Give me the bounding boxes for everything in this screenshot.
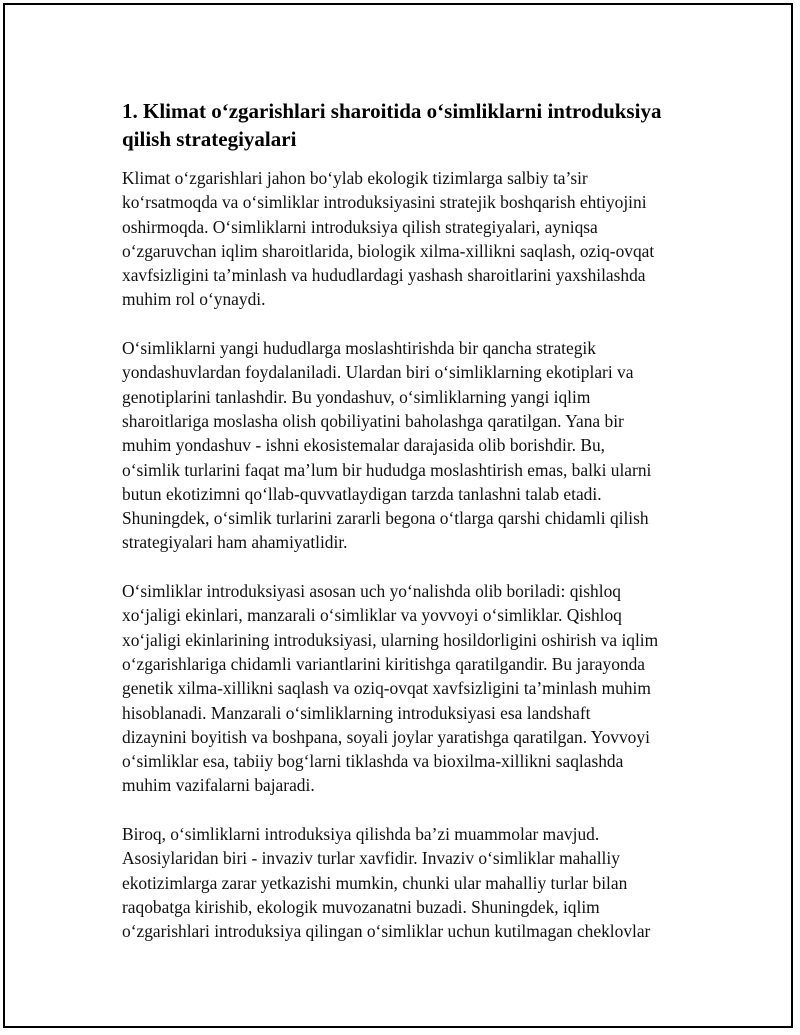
page-frame (3, 3, 793, 1028)
text-line: strategiyalari ham ahamiyatlidir. (122, 532, 348, 553)
text-line: Shuningdek, o‘simlik turlarini zararli begona o‘tlarga qarshi chidamli qilish (122, 508, 649, 529)
text-line: muhim vazifalarni bajaradi. (122, 775, 315, 796)
text-line: Klimat o‘zgarishlari jahon bo‘ylab ekologik tizimlarga salbiy ta’sir (122, 168, 588, 188)
text-line: o‘zgarishlari introduksiya qilingan o‘simliklar uchun kutilmagan cheklovlar (122, 921, 651, 942)
text-line: ekotizimlarga zarar yetkazishi mumkin, chunki ular mahalliy turlar bilan (122, 872, 628, 893)
text-line: genetik xilma-xillikni saqlash va oziq-ovqat xavfsizligini ta’minlash muhim (122, 678, 651, 699)
text-line: xavfsizligini ta’minlash va hududlardagi yashash sharoitlarini yaxshilashda (122, 265, 646, 286)
text-line: xo‘jaligi ekinlarining introduksiyasi, ularning hosildorligini oshirish va iqlim (122, 629, 659, 650)
text-line: o‘simliklar esa, tabiiy bog‘larni tiklashda va bioxilma-xillikni saqlashda (122, 751, 624, 772)
paragraph-strategies (122, 336, 692, 555)
text-line: genotiplarini tanlashdir. Bu yondashuv, o‘simliklarning yangi iqlim (122, 386, 591, 407)
paragraph-directions (122, 579, 692, 798)
text-line: oshirmoqda. O‘simliklarni introduksiya qilish strategiyalari, ayniqsa (122, 216, 598, 237)
document-title (122, 97, 692, 153)
text-line: muhim yondashuv - ishni ekosistemalar darajasida olib borishdir. Bu, (122, 435, 606, 456)
text-line: dizaynini boyitish va boshpana, soyali joylar yaratishga qaratilgan. Yovvoyi (122, 726, 650, 747)
text-line: xo‘jaligi ekinlari, manzarali o‘simliklar va yovvoyi o‘simliklar. Qishloq (122, 605, 622, 626)
text-line: o‘zgaruvchan iqlim sharoitlarida, biologik xilma-xillikni saqlash, oziq-ovqat (122, 240, 655, 261)
title-line: qilish strategiyalari (122, 127, 297, 151)
text-line: sharoitlariga moslasha olish qobiliyatini baholashga qaratilgan. Yana bir (122, 410, 624, 431)
document-body (122, 97, 692, 968)
text-line: yondashuvlardan foydalaniladi. Ulardan biri o‘simliklarning ekotiplari va (122, 362, 634, 383)
text-line: raqobatga kirishib, ekologik muvozanatni buzadi. Shuningdek, iqlim (122, 896, 600, 917)
text-line: O‘simliklarni yangi hududlarga moslashtirishda bir qancha strategik (122, 338, 596, 359)
text-line: o‘simlik turlarini faqat ma’lum bir hududga moslashtirish emas, balki ularni (122, 459, 652, 480)
text-line: Biroq, o‘simliklarni introduksiya qilishda ba’zi muammolar mavjud. (122, 824, 600, 845)
text-line: hisoblanadi. Manzarali o‘simliklarning introduksiyasi esa landshaft (122, 702, 591, 723)
text-line: o‘zgarishlariga chidamli variantlarini kiritishga qaratilgandir. Bu jarayonda (122, 653, 645, 674)
paragraph-intro (122, 166, 692, 312)
text-line: butun ekotizimni qo‘llab-quvvatlaydigan tarzda tanlashni talab etadi. (122, 483, 602, 504)
paragraph-problems (122, 822, 692, 943)
title-line: 1. Klimat o‘zgarishlari sharoitida o‘simliklarni introduksiya (122, 99, 662, 123)
text-line: O‘simliklar introduksiyasi asosan uch yo‘nalishda olib boriladi: qishloq (122, 581, 621, 602)
text-line: Asosiylaridan biri - invaziv turlar xavfidir. Invaziv o‘simliklar mahalliy (122, 848, 620, 869)
text-line: ko‘rsatmoqda va o‘simliklar introduksiyasini stratejik boshqarish ehtiyojini (122, 192, 647, 213)
text-line: muhim rol o‘ynaydi. (122, 289, 266, 310)
